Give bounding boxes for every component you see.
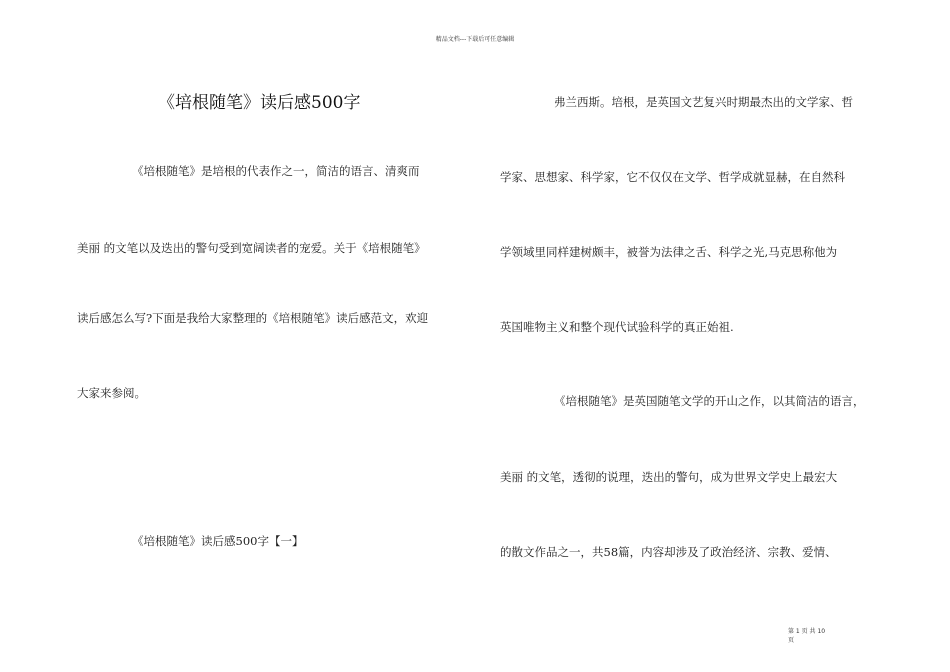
document-title: 《培根随笔》读后感500字 [158,93,361,113]
right-paragraph-line: 的散文作品之一，共58篇，内容却涉及了政治经济、宗教、爱情、 [500,545,837,559]
left-paragraph-line: 《培根随笔》是培根的代表作之一，简洁的语言、清爽而 [132,164,420,178]
right-paragraph-line: 学领域里同样建树颇丰，被誉为法律之舌、科学之光,马克思称他为 [500,245,838,259]
right-paragraph-line: 美丽 的文笔，透彻的说理，迭出的警句，成为世界文学史上最宏大 [500,470,838,484]
right-paragraph-line: 弗兰西斯。培根，是英国文艺复兴时期最杰出的文学家、哲 [554,95,853,109]
left-paragraph-line: 大家来参阅。 [77,386,146,400]
left-paragraph-line: 读后感怎么写?下面是我给大家整理的《培根随笔》读后感范文，欢迎 [77,311,429,325]
page-number: 第 1 页 共 10 页 [788,628,826,644]
right-paragraph-line: 学家、思想家、科学家，它不仅仅在文学、哲学成就显赫，在自然科 [500,170,845,184]
left-paragraph-line: 美丽 的文笔以及迭出的警句受到宽阔读者的宠爱。关于《培根随笔》 [77,241,426,255]
section-subheading: 《培根随笔》读后感500字【一】 [132,534,304,548]
page-header: 精品文档---下载后可任意编辑 [435,36,515,43]
right-paragraph-line: 英国唯物主义和整个现代试验科学的真正始祖. [500,320,734,334]
right-paragraph-line: 《培根随笔》是英国随笔文学的开山之作，以其简洁的语言， [554,394,865,408]
